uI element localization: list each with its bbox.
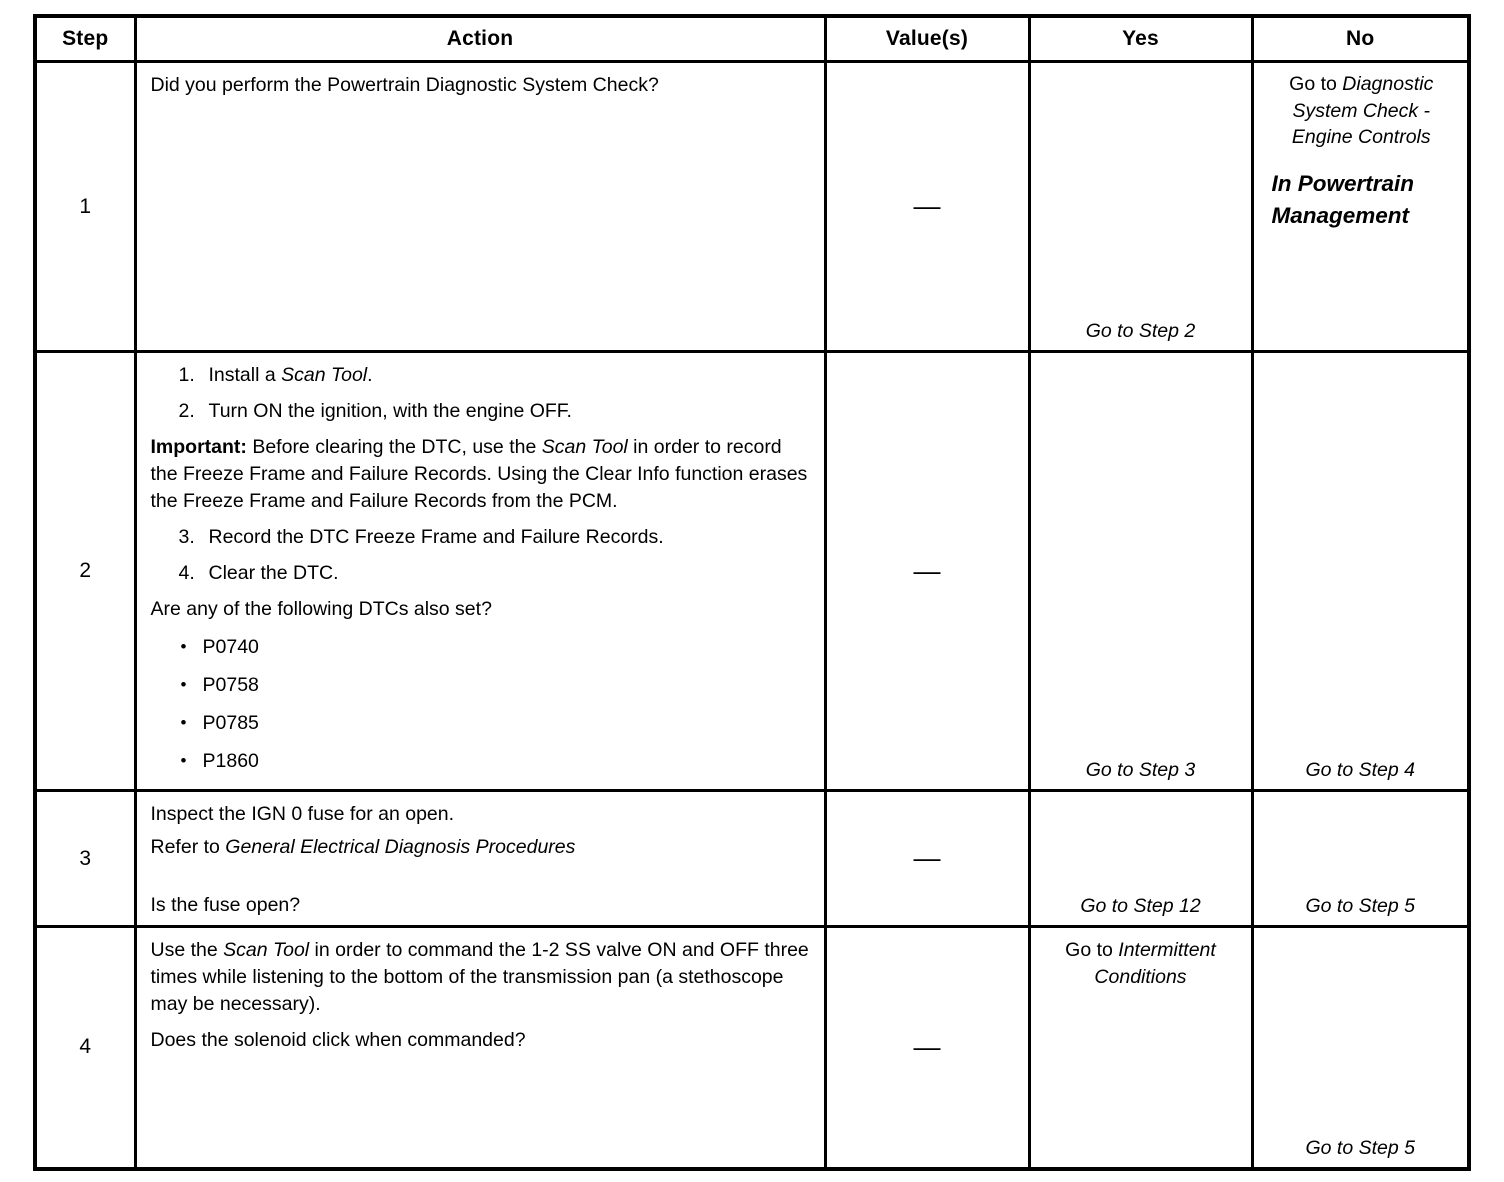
yes-goto-step: Go to Step 2 xyxy=(1085,320,1196,342)
table-row-step-3 xyxy=(35,791,1469,927)
important-note xyxy=(151,434,810,515)
dtc-code: P0785 xyxy=(202,712,259,734)
action-question: Are any of the following DTCs also set? xyxy=(150,598,492,620)
value-cell xyxy=(825,62,1029,352)
important-label: Important: xyxy=(150,436,247,458)
yes-cell xyxy=(1029,62,1252,352)
no-cell xyxy=(1252,62,1469,352)
dtc-list-item xyxy=(181,745,810,777)
action-cell xyxy=(135,62,825,352)
text-segment: Before clearing the DTC, use the xyxy=(246,436,542,458)
dtc-list-item xyxy=(181,669,810,701)
action-numbered-item xyxy=(179,560,810,587)
value-cell xyxy=(825,352,1029,791)
value-dash: — xyxy=(913,191,941,221)
no-goto-step: Go to Step 5 xyxy=(1305,1136,1415,1159)
item-number: 4. xyxy=(178,562,195,584)
action-paragraph xyxy=(151,937,810,1018)
value-dash: — xyxy=(913,555,941,586)
no-goto-category: In Powertrain Management xyxy=(1271,170,1415,228)
dtc-code: P0740 xyxy=(202,636,259,658)
dtc-code: P0758 xyxy=(202,674,259,696)
table-row-step-2 xyxy=(35,352,1469,791)
goto-prefix: Go to xyxy=(1289,73,1343,95)
no-cell xyxy=(1252,927,1469,1169)
column-header-step: Step xyxy=(35,16,135,62)
action-cell xyxy=(135,927,825,1169)
no-goto-step: Go to Step 4 xyxy=(1305,759,1415,781)
bullet-icon: • xyxy=(180,713,187,732)
column-header-yes: Yes xyxy=(1029,16,1252,62)
action-question: Is the fuse open? xyxy=(150,894,301,916)
goto-target: Intermittent Conditions xyxy=(1094,939,1216,988)
action-cell xyxy=(135,791,825,927)
text-segment: Install a xyxy=(208,364,282,386)
item-text: Record the DTC Freeze Frame and Failure Records. xyxy=(208,526,664,548)
action-question: Does the solenoid click when commanded? xyxy=(150,1029,526,1051)
item-text xyxy=(209,362,810,389)
scan-tool-italic: Scan Tool xyxy=(223,939,310,961)
text-segment: Use the xyxy=(150,939,224,961)
value-dash: — xyxy=(913,843,941,873)
bullet-icon: • xyxy=(180,675,187,694)
dtc-list-item xyxy=(181,631,810,663)
value-cell xyxy=(825,791,1029,927)
action-reference-line xyxy=(151,834,810,861)
text-segment: in order to command the 1-2 SS valve ON and OFF three times while listening to the bottom of the transmission pan (a stethoscope may be necessary). xyxy=(150,939,809,1015)
action-line: Inspect the IGN 0 fuse for an open. xyxy=(150,803,455,825)
column-header-no: No xyxy=(1252,16,1469,62)
bullet-icon: • xyxy=(180,751,187,770)
yes-goto-reference xyxy=(1039,937,1243,990)
no-goto-step: Go to Step 5 xyxy=(1305,895,1415,917)
yes-cell xyxy=(1029,352,1252,791)
value-dash: — xyxy=(913,1031,941,1062)
procedure-reference-italic: General Electrical Diagnosis Procedures xyxy=(225,836,576,858)
goto-prefix: Go to xyxy=(1065,939,1119,961)
bullet-icon: • xyxy=(180,637,187,656)
table-header-row xyxy=(35,16,1469,62)
yes-cell xyxy=(1029,927,1252,1169)
text-segment: Refer to xyxy=(150,836,226,858)
action-numbered-item xyxy=(179,398,810,425)
goto-target: Diagnostic System Check - Engine Controls xyxy=(1291,73,1434,148)
action-cell xyxy=(135,352,825,791)
table-row-step-1 xyxy=(35,62,1469,352)
no-cell xyxy=(1252,352,1469,791)
yes-goto-step: Go to Step 3 xyxy=(1085,759,1196,781)
action-numbered-item xyxy=(179,524,810,551)
yes-goto-step: Go to Step 12 xyxy=(1080,895,1201,917)
dtc-code: P1860 xyxy=(202,750,259,772)
yes-cell xyxy=(1029,791,1252,927)
item-number: 1. xyxy=(178,364,195,386)
diagnostic-table xyxy=(33,14,1471,1171)
scan-tool-italic: Scan Tool xyxy=(281,364,368,386)
action-question: Did you perform the Powertrain Diagnostic System Check? xyxy=(150,74,659,96)
column-header-action: Action xyxy=(135,16,825,62)
column-header-values: Value(s) xyxy=(825,16,1029,62)
no-cell xyxy=(1252,791,1469,927)
step-number: 3 xyxy=(35,791,135,927)
action-numbered-item xyxy=(179,362,810,389)
item-text: Turn ON the ignition, with the engine OFF. xyxy=(208,400,572,422)
step-number: 2 xyxy=(35,352,135,791)
step-number: 1 xyxy=(35,62,135,352)
no-goto-reference xyxy=(1266,71,1458,151)
step-number: 4 xyxy=(35,927,135,1169)
text-segment: . xyxy=(367,364,373,386)
scan-tool-italic: Scan Tool xyxy=(541,436,628,458)
value-cell xyxy=(825,927,1029,1169)
item-number: 2. xyxy=(178,400,195,422)
item-number: 3. xyxy=(178,526,195,548)
table-row-step-4 xyxy=(35,927,1469,1169)
dtc-list-item xyxy=(181,707,810,739)
text-segment: in order to record the Freeze Frame and Failure Records. Using the Clear Info function erases the Freeze Frame and Failure Records from the PCM. xyxy=(150,436,808,512)
item-text: Clear the DTC. xyxy=(208,562,339,584)
